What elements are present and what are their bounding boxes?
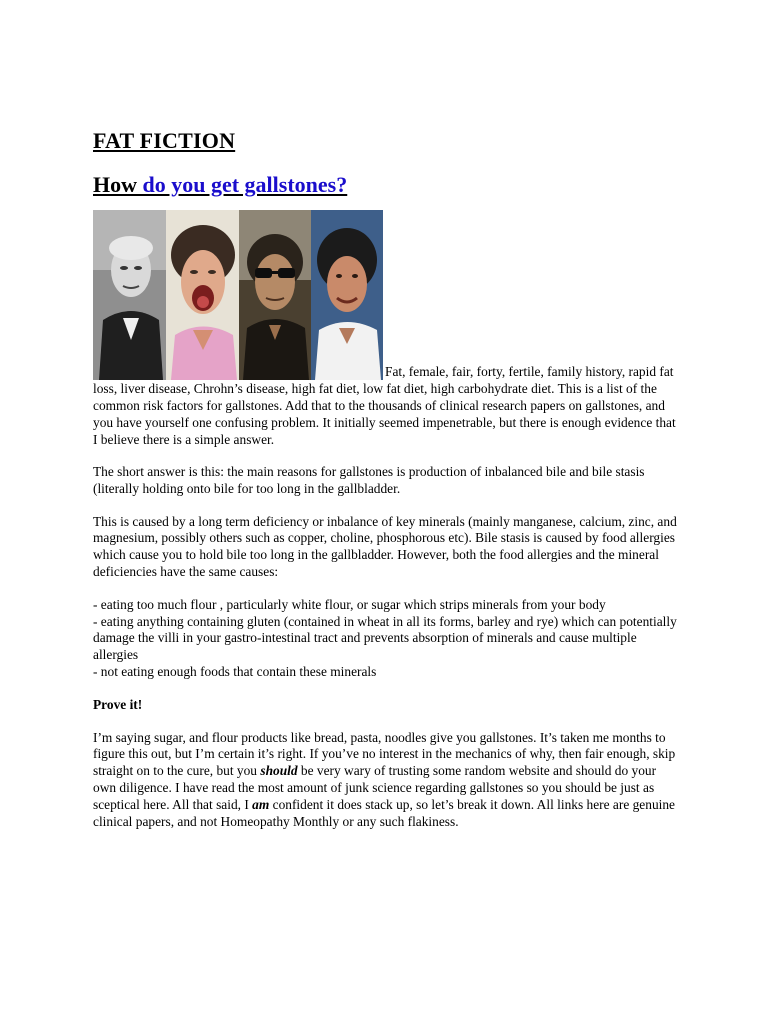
prove-text-2: be very wary of trusting some random website and should do your own diligence. I have read the most amount of junk science regarding gallstones so you should be just as sceptical here. All that said, I: [93, 763, 657, 812]
prove-text-3: confident it does stack up, so let’s break it down. All links here are genuine clinical papers, and not Homeopathy Monthly or any such flakiness.: [93, 796, 675, 829]
causes-list: [93, 597, 678, 681]
portraits-image: [93, 210, 383, 380]
subtitle-prefix: How: [93, 172, 143, 197]
prove-paragraph: [93, 730, 678, 831]
document-page: [93, 126, 678, 830]
list-item: - eating anything containing gluten (contained in wheat in all its forms, barley and rye) which can potentially damage the villi in your gastro-intestinal tract and prevents absorption of minerals and cause multiple allergies: [93, 613, 677, 663]
prove-heading: Prove it!: [93, 696, 143, 712]
short-answer-paragraph: The short answer is this: the main reasons for gallstones is production of inbalanced bile and bile stasis (literally holding onto bile for too long in the gallbladder.: [93, 464, 645, 496]
document-subtitle: [93, 170, 678, 200]
intro-paragraph: Fat, female, fair, forty, fertile, family history, rapid fat loss, liver disease, Chrohn’s disease, high fat diet, low fat diet, high carbohydrate diet. This is a list of the common risk factors for gallstones. Add that to the thousands of clinical research papers on gallstones, and you have yourself one confusing problem. It initially seemed impenetrable, but there is enough evidence that I believe there is a simple answer.: [93, 364, 676, 447]
cause-paragraph: This is caused by a long term deficiency or inbalance of key minerals (mainly manganese, calcium, zinc, and magnesium, possibly others such as copper, choline, phosphorous etc). Bile stasis is caused by food allergies which cause you to hold bile too long in the gallbladder. However, both the food allergies and the mineral deficiencies have the same causes:: [93, 513, 677, 579]
prove-emphasis-am: am: [252, 796, 270, 812]
prove-emphasis-should: should: [260, 763, 298, 779]
intro-section: [93, 210, 678, 448]
document-title: FAT FICTION: [93, 128, 236, 153]
list-item: - eating too much flour , particularly white flour, or sugar which strips minerals from your body: [93, 596, 606, 612]
list-item: - not eating enough foods that contain these minerals: [93, 663, 377, 679]
prove-text-1: I’m saying sugar, and flour products like bread, pasta, noodles give you gallstones. It’s taken me months to figure this out, but I’m certain it’s right. If you’ve no interest in the mechanics of why, then fair enough, skip straight on to the cure, but you: [93, 729, 676, 779]
gallstones-link[interactable]: do you get gallstones?: [142, 172, 348, 197]
